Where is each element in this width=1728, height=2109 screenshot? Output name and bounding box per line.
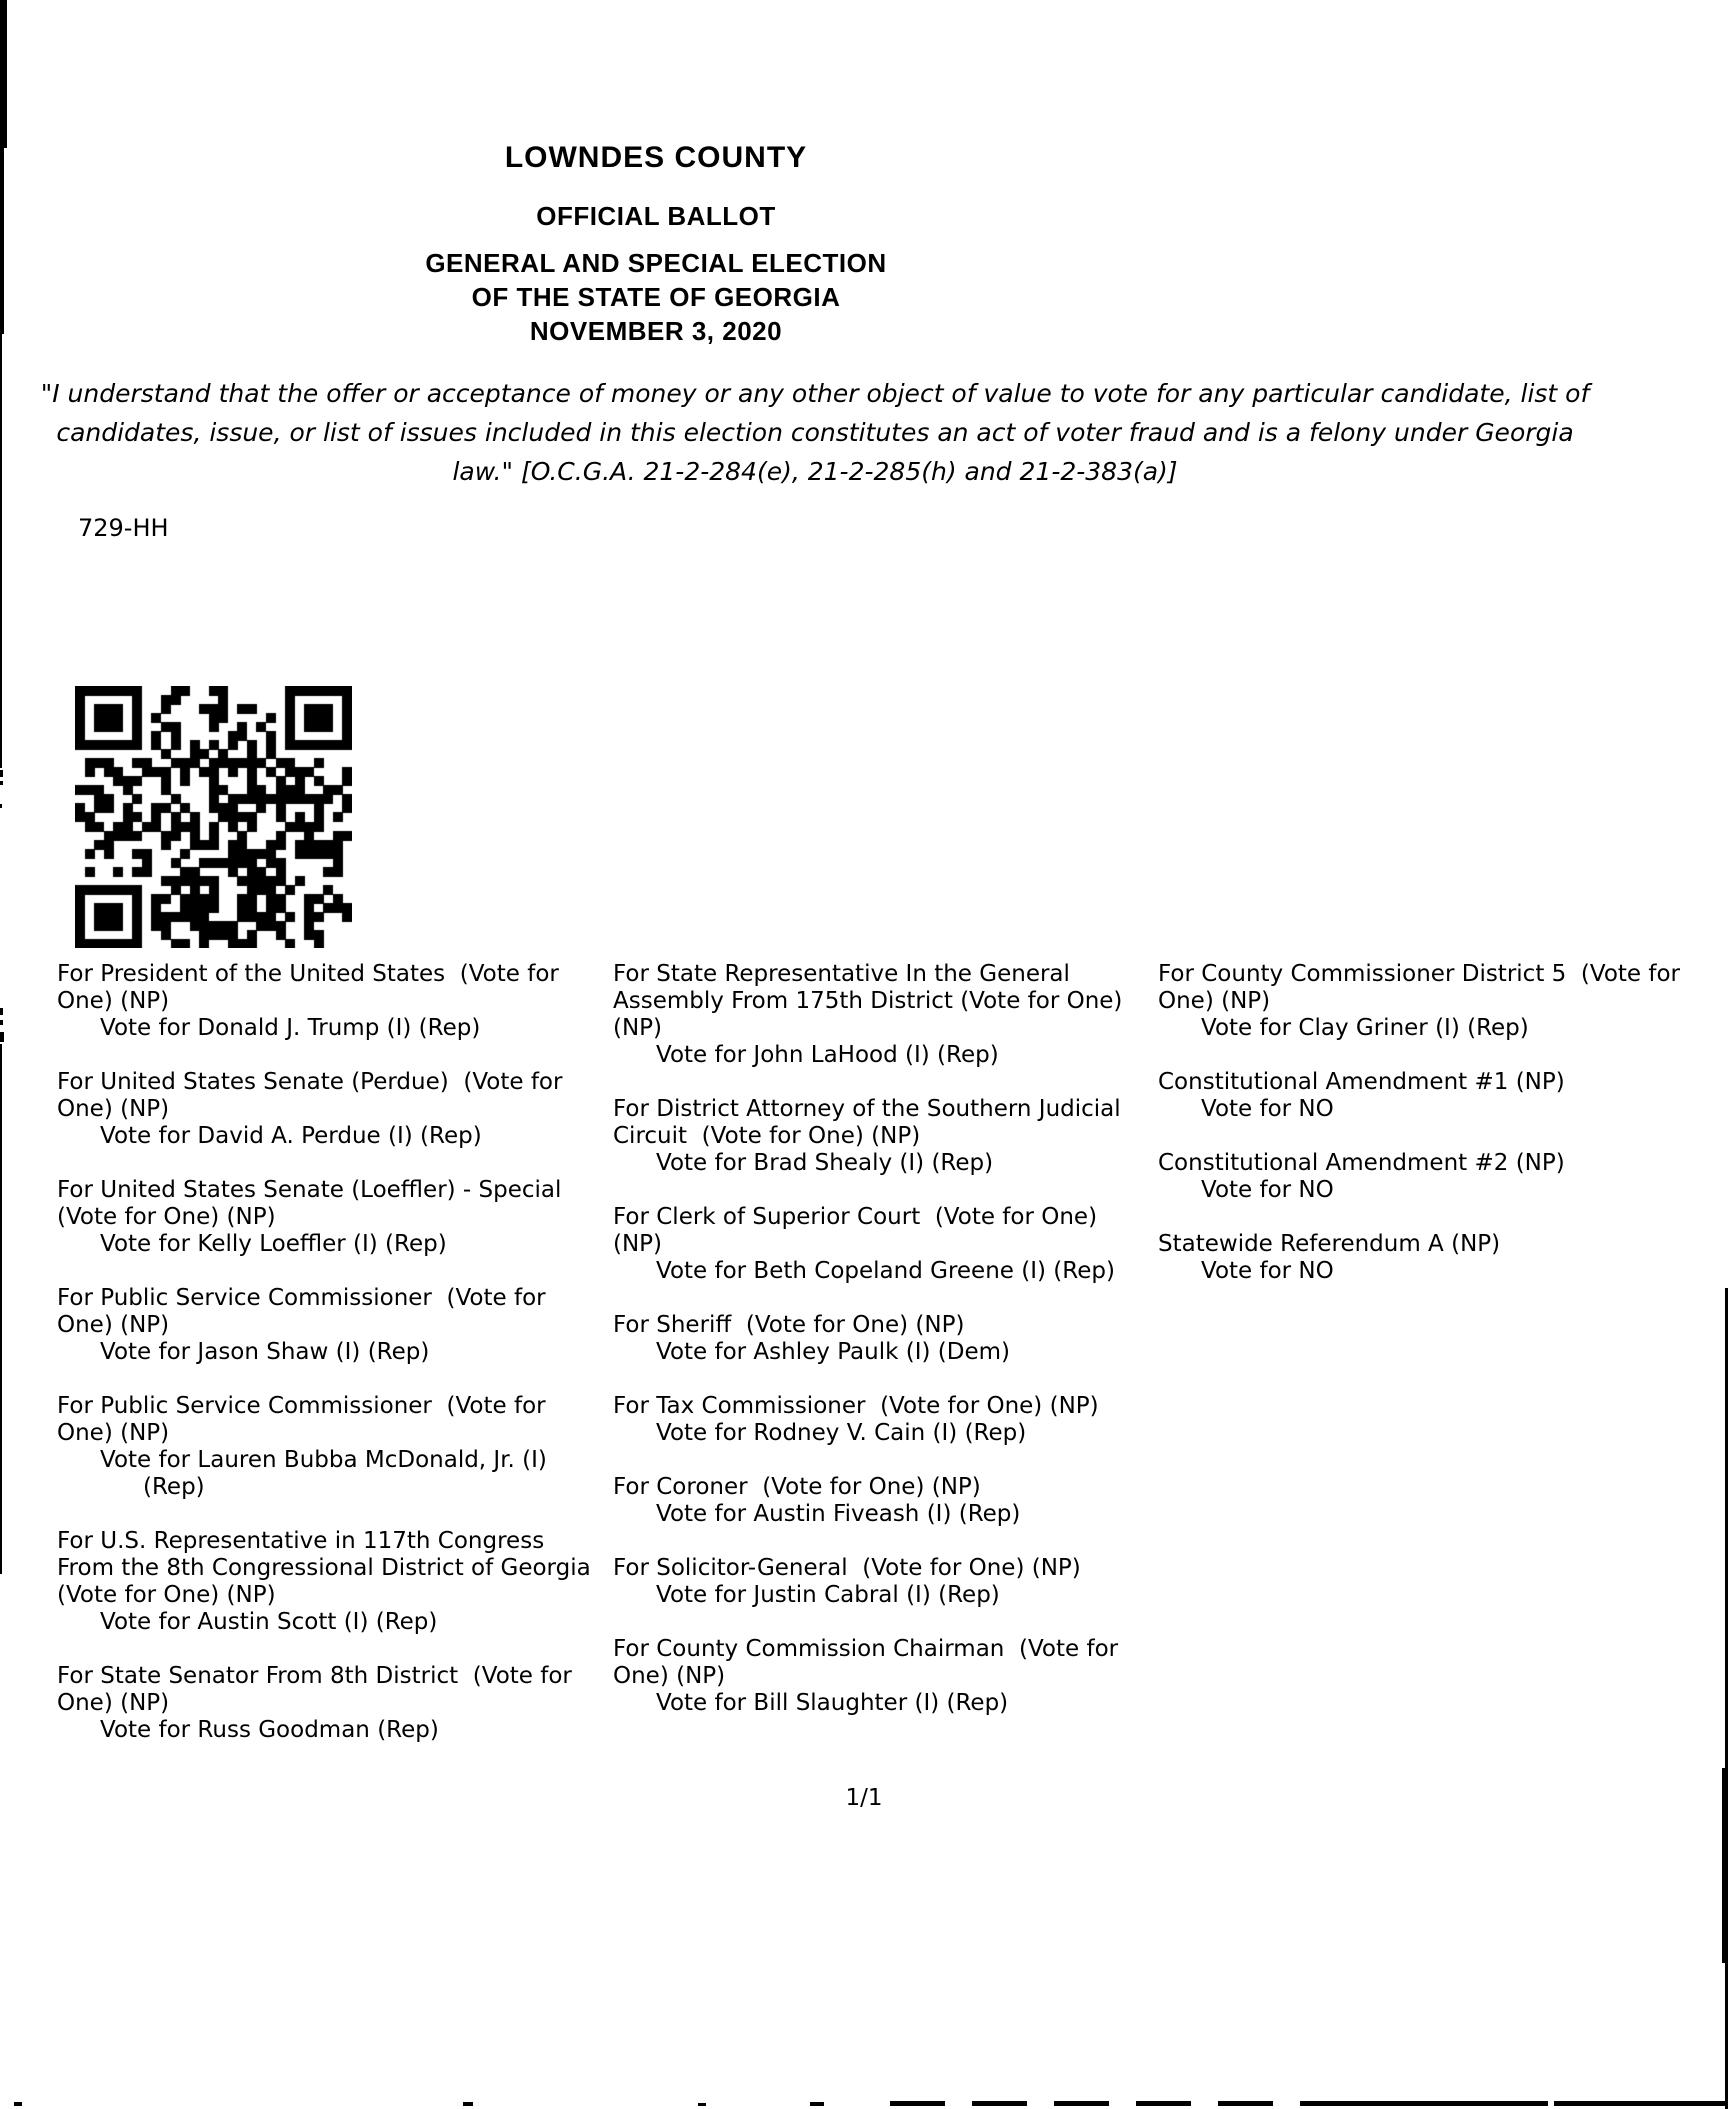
election-title-line3: NOVEMBER 3, 2020: [529, 316, 783, 346]
contest: [613, 961, 1151, 1069]
bottom-timing-marks: [14, 2102, 22, 2106]
contest: [57, 1393, 599, 1501]
contest-title: For District Attorney of the Southern Judicial Circuit (Vote for One) (NP): [613, 1096, 1128, 1149]
contest: [613, 1555, 1151, 1609]
scan-edge-mark-left: [0, 1008, 3, 1015]
contest-selection: Vote for Clay Griner (I) (Rep): [1201, 1015, 1529, 1041]
contest-selection: Vote for Justin Cabral (I) (Rep): [656, 1582, 1000, 1608]
scan-edge-mark-left: [0, 770, 3, 777]
contest-selection: Vote for Austin Scott (I) (Rep): [100, 1609, 438, 1635]
contest-selection: Vote for Bill Slaughter (I) (Rep): [656, 1690, 1009, 1716]
contest: [57, 961, 599, 1042]
contest-title: For Coroner (Vote for One) (NP): [613, 1474, 981, 1500]
election-title-line1: GENERAL AND SPECIAL ELECTION: [425, 248, 887, 278]
ballot-column-2: [613, 961, 1151, 1744]
official-ballot-title: OFFICIAL BALLOT: [536, 201, 776, 231]
contest: [613, 1636, 1151, 1717]
contest-title: For Solicitor-General (Vote for One) (NP): [613, 1555, 1081, 1581]
contest: [613, 1393, 1151, 1447]
contest-title: For President of the United States (Vote for One) (NP): [57, 961, 567, 1014]
contest: [57, 1528, 599, 1636]
bottom-timing-marks: [463, 2102, 473, 2106]
contest-selection: Vote for David A. Perdue (I) (Rep): [100, 1123, 482, 1149]
contest-selection: Vote for Donald J. Trump (I) (Rep): [100, 1015, 481, 1041]
contest-selection: Vote for Lauren Bubba McDonald, Jr. (I) (Rep): [100, 1447, 555, 1500]
page-number: 1/1: [845, 1785, 883, 1811]
bottom-timing-marks: [810, 2102, 824, 2106]
precinct-code: 729-HH: [78, 514, 169, 542]
contest-selection: Vote for Ashley Paulk (I) (Dem): [656, 1339, 1010, 1365]
contest-title: For State Senator From 8th District (Vote for One) (NP): [57, 1663, 580, 1716]
contest: [613, 1096, 1151, 1177]
contest: [57, 1663, 599, 1744]
contest-title: Constitutional Amendment #1 (NP): [1158, 1069, 1565, 1095]
contest-title: For County Commission Chairman (Vote for One) (NP): [613, 1636, 1126, 1689]
scan-edge-mark-left: [0, 1020, 3, 1025]
contest-title: For Sheriff (Vote for One) (NP): [613, 1312, 965, 1338]
scan-edge-mark-left: [0, 1032, 4, 1042]
bottom-timing-marks: [890, 2101, 1348, 2106]
contest: [613, 1312, 1151, 1366]
contest-title: For U.S. Representative in 117th Congress From the 8th Congressional District of Georgia (Vote for One) (NP): [57, 1528, 598, 1608]
bottom-timing-marks: [1554, 2101, 1726, 2106]
contest-selection: Vote for Rodney V. Cain (I) (Rep): [656, 1420, 1027, 1446]
contest: [1158, 1069, 1728, 1123]
contest-selection: Vote for NO: [1201, 1177, 1334, 1203]
contest-title: For County Commissioner District 5 (Vote for One) (NP): [1158, 961, 1688, 1014]
contest-selection: Vote for NO: [1201, 1096, 1334, 1122]
contest-title: For Clerk of Superior Court (Vote for One) (NP): [613, 1204, 1105, 1257]
ballot-column-1: [57, 961, 599, 1771]
contest-selection: Vote for Austin Fiveash (I) (Rep): [656, 1501, 1021, 1527]
scan-edge-mark-left: [0, 781, 3, 785]
qr-code: [75, 686, 352, 948]
county-title: LOWNDES COUNTY: [504, 141, 808, 174]
contest-selection: Vote for NO: [1201, 1258, 1334, 1284]
contest: [613, 1204, 1151, 1285]
scan-edge-mark-left: [0, 1044, 2, 1574]
ballot-column-3: [1158, 961, 1728, 1312]
contest-selection: Vote for Brad Shealy (I) (Rep): [656, 1150, 994, 1176]
contest: [57, 1177, 599, 1258]
contest-title: For State Representative In the General Assembly From 175th District (Vote for One) (NP): [613, 961, 1130, 1041]
scan-edge-mark-left: [0, 804, 2, 808]
contest-title: For United States Senate (Perdue) (Vote for One) (NP): [57, 1069, 570, 1122]
contest: [613, 1474, 1151, 1528]
contest: [57, 1069, 599, 1150]
contest-selection: Vote for Jason Shaw (I) (Rep): [100, 1339, 430, 1365]
bottom-timing-marks: [698, 2103, 706, 2106]
contest-title: For Tax Commissioner (Vote for One) (NP): [613, 1393, 1099, 1419]
contest-selection: Vote for Kelly Loeffler (I) (Rep): [100, 1231, 447, 1257]
election-title-line2: OF THE STATE OF GEORGIA: [471, 282, 841, 312]
contest: [1158, 1231, 1728, 1285]
election-title: [0, 246, 1312, 348]
contest-title: For Public Service Commissioner (Vote for One) (NP): [57, 1285, 553, 1338]
contest: [1158, 961, 1728, 1042]
contest-selection: Vote for Beth Copeland Greene (I) (Rep): [656, 1258, 1115, 1284]
contest-title: For United States Senate (Loeffler) - Special (Vote for One) (NP): [57, 1177, 577, 1230]
contest: [57, 1285, 599, 1366]
fraud-disclaimer: "I understand that the offer or acceptance of money or any other object of value to vote for any particular candidate, list of candidates, issue, or list of issues included in this election constitutes an act of voter fraud and is a felony under Georgia law." [O.C.G.A. 21-2-284(e), 21-2-285(h) and 21-2-383(a)]: [40, 379, 1590, 486]
bottom-timing-marks: [1348, 2101, 1548, 2106]
contest-title: Statewide Referendum A (NP): [1158, 1231, 1501, 1257]
scan-edge-mark-left: [0, 334, 2, 768]
contest-title: Constitutional Amendment #2 (NP): [1158, 1150, 1565, 1176]
contest-selection: Vote for Russ Goodman (Rep): [100, 1717, 439, 1743]
contest-title: For Public Service Commissioner (Vote for One) (NP): [57, 1393, 553, 1446]
contest-selection: Vote for John LaHood (I) (Rep): [656, 1042, 999, 1068]
ballot-header: [0, 0, 1312, 360]
contest: [1158, 1150, 1728, 1204]
